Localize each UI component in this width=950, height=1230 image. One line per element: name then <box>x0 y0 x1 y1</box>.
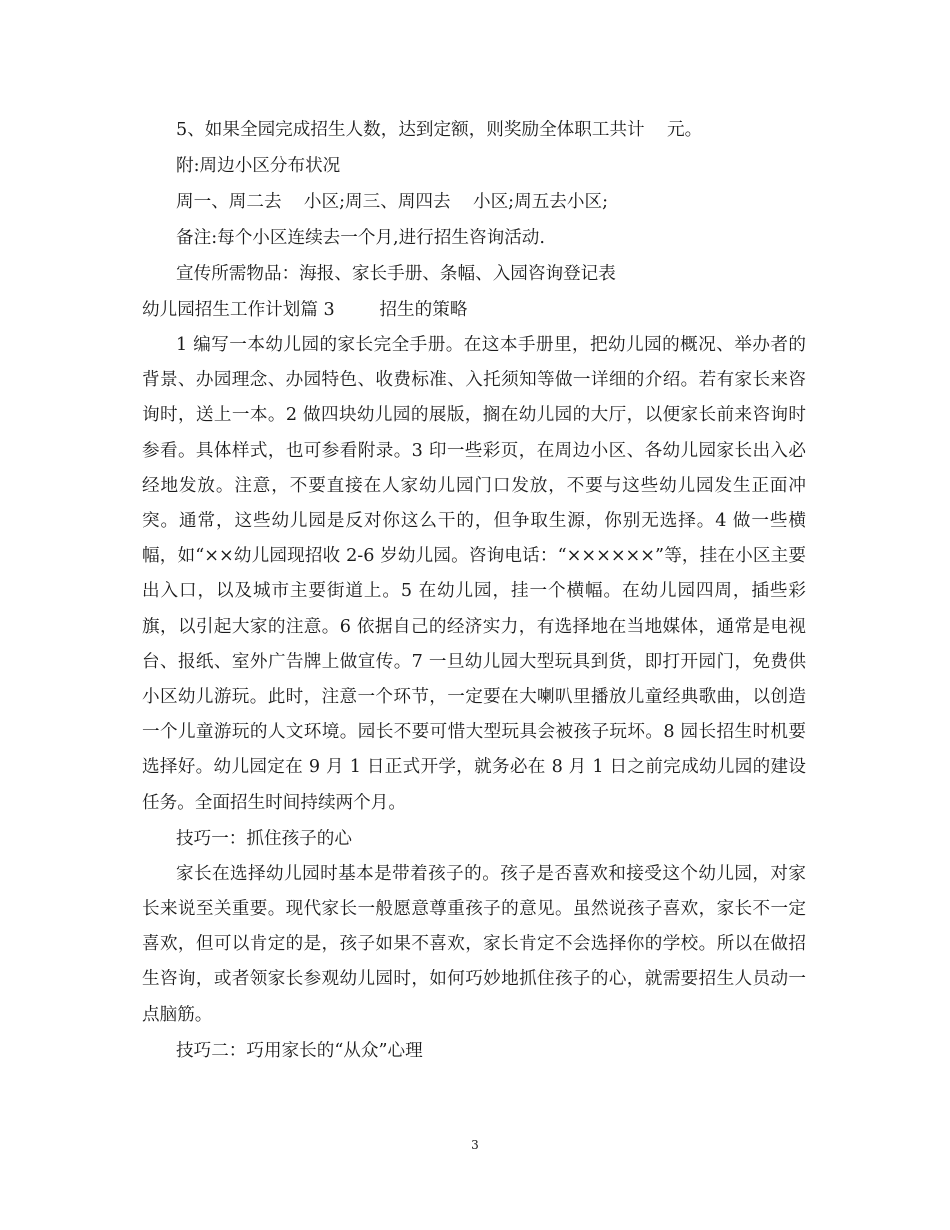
section-heading: 幼儿园招生工作计划篇 3 招生的策略 <box>142 300 468 320</box>
materials-line: 宣传所需物品：海报、家长手册、条幅、入园咨询登记表 <box>176 264 616 284</box>
note-line: 备注:每个小区连续去一个月,进行招生咨询活动. <box>176 228 545 248</box>
tip1-title: 技巧一：抓住孩子的心 <box>176 828 352 849</box>
tip2-title: 技巧二：巧用家长的“从众”心理 <box>176 1040 423 1061</box>
page-number: 3 <box>471 1138 479 1152</box>
appendix-line: 附:周边小区分布状况 <box>176 156 341 176</box>
reward-line: 5、如果全园完成招生人数，达到定额，则奖励全体职工共计 元。 <box>176 120 703 140</box>
strategy-paragraph: 1 编写一本幼儿园的家长完全手册。在这本手册里，把幼儿园的概况、举办者的背景、办园理念、办园特色、收费标准、入托须知等做一详细的介绍。若有家长来咨询时，送上一本。2 做四块幼儿园的展版，搁在幼儿园的大厅，以便家长前来咨询时参看。具体样式，也可参看附录。3 印一些彩页，在周边小区、各幼儿园家长出入必经地发放。注意，不要直接在人家幼儿园门口发放，不要与这些幼儿园发生正面冲突。通常，这些幼儿园是反对你这么干的，但争取生源，你别无选择。4 做一些横幅，如“××幼儿园现招收 2-6 岁幼儿园。咨询电话：“××××××”等，挂在小区主要出入口，以及城市主要街道上。5 在幼儿园，挂一个横幅。在幼儿园四周，插些彩旗，以引起大家的注意。6 依据自己的经济实力，有选择地在当地媒体，通常是电视台、报纸、室外广告牌上做宣传。7 一旦幼儿园大型玩具到货，即打开园门，免费供小区幼儿游玩。此时，注意一个环节，一定要在大喇叭里播放儿童经典歌曲，以创造一个儿童游玩的人文环境。园长不要可惜大型玩具会被孩子玩坏。8 园长招生时机要选择好。幼儿园定在 9 月 1 日正式开学，就务必在 8 月 1 日之前完成幼儿园的建设任务。全面招生时间持续两个月。 <box>142 335 806 813</box>
page-content <box>142 112 806 1069</box>
schedule-line: 周一、周二去 小区;周三、周四去 小区;周五去小区; <box>176 192 608 212</box>
tip1-paragraph: 家长在选择幼儿园时基本是带着孩子的。孩子是否喜欢和接受这个幼儿园，对家长来说至关重要。现代家长一般愿意尊重孩子的意见。虽然说孩子喜欢，家长不一定喜欢，但可以肯定的是，孩子如果不喜欢，家长肯定不会选择你的学校。所以在做招生咨询，或者领家长参观幼儿园时，如何巧妙地抓住孩子的心，就需要招生人员动一点脑筋。 <box>142 863 806 1025</box>
